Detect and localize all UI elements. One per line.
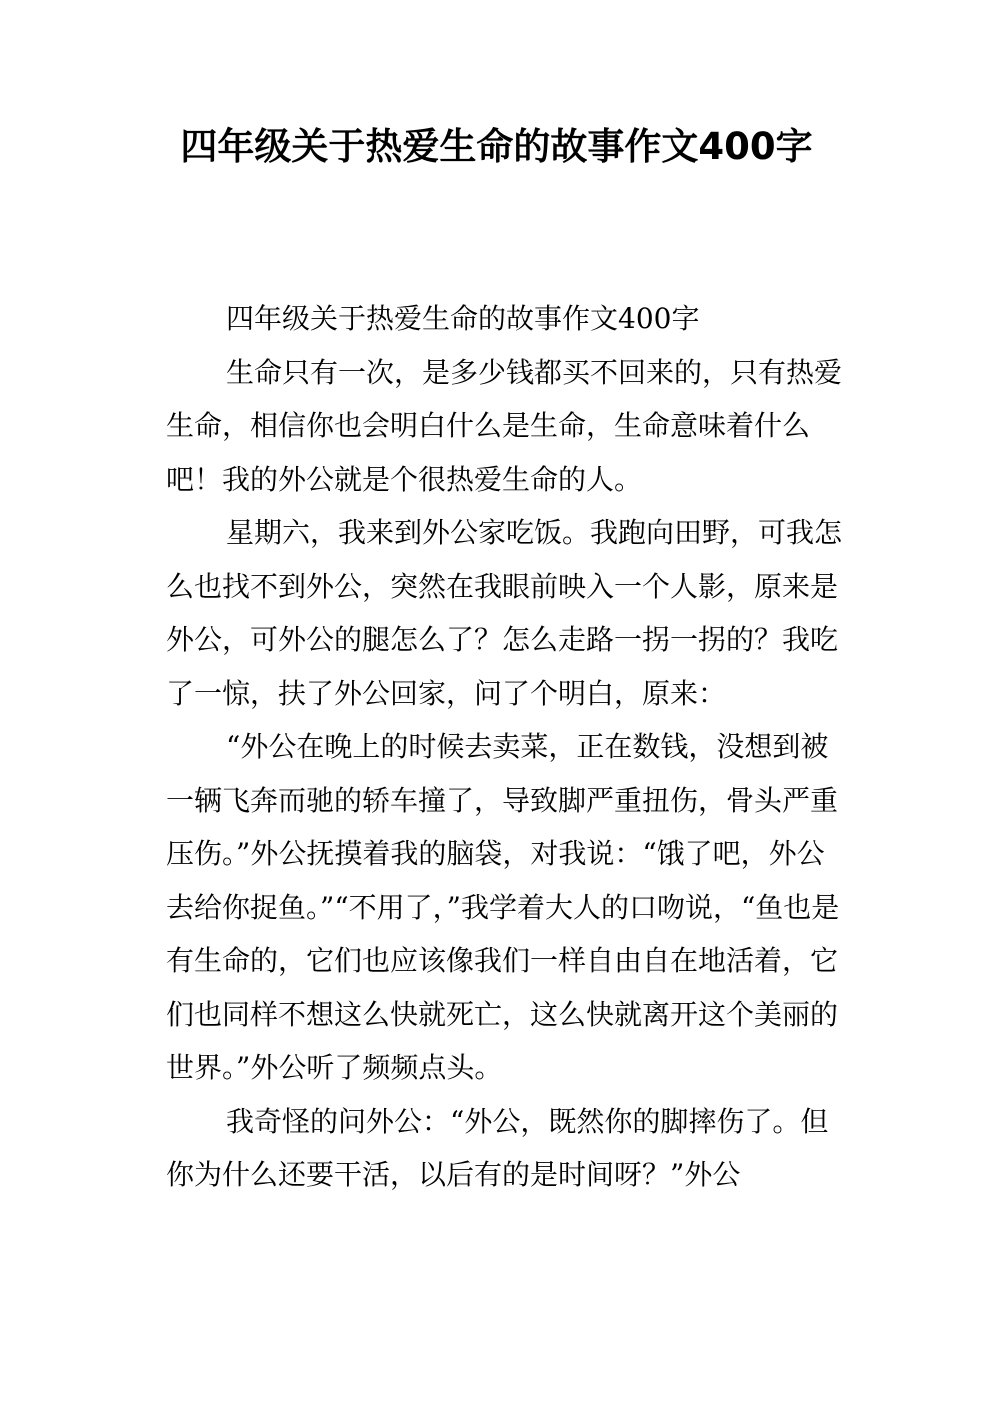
paragraph-1: 四年级关于热爱生命的故事作文400字 — [226, 302, 700, 335]
document-body — [166, 292, 846, 1202]
paragraph-5: 我奇怪的问外公：“外公，既然你的脚摔伤了。但你为什么还要干活，以后有的是时间呀？”外公 — [166, 1104, 829, 1191]
paragraph-3: 星期六，我来到外公家吃饭。我跑向田野，可我怎么也找不到外公，突然在我眼前映入一个人影，原来是外公，可外公的腿怎么了？怎么走路一拐一拐的？我吃了一惊，扶了外公回家，问了个明白，原来： — [166, 516, 843, 710]
paragraph-2: 生命只有一次，是多少钱都买不回来的，只有热爱生命，相信你也会明白什么是生命，生命意味着什么吧！我的外公就是个很热爱生命的人。 — [166, 355, 843, 496]
document-title: 四年级关于热爱生命的故事作文400字 — [180, 125, 813, 168]
paragraph-4: “外公在晚上的时候去卖菜，正在数钱，没想到被一辆飞奔而驰的轿车撞了，导致脚严重扭伤，骨头严重压伤。”外公抚摸着我的脑袋，对我说：“饿了吧，外公去给你捉鱼。”“不用了，”我学着大人的口吻说，“鱼也是有生命的，它们也应该像我们一样自由自在地活着，它们也同样不想这么快就死亡，这么快就离开这个美丽的世界。”外公听了频频点头。 — [166, 730, 840, 1084]
